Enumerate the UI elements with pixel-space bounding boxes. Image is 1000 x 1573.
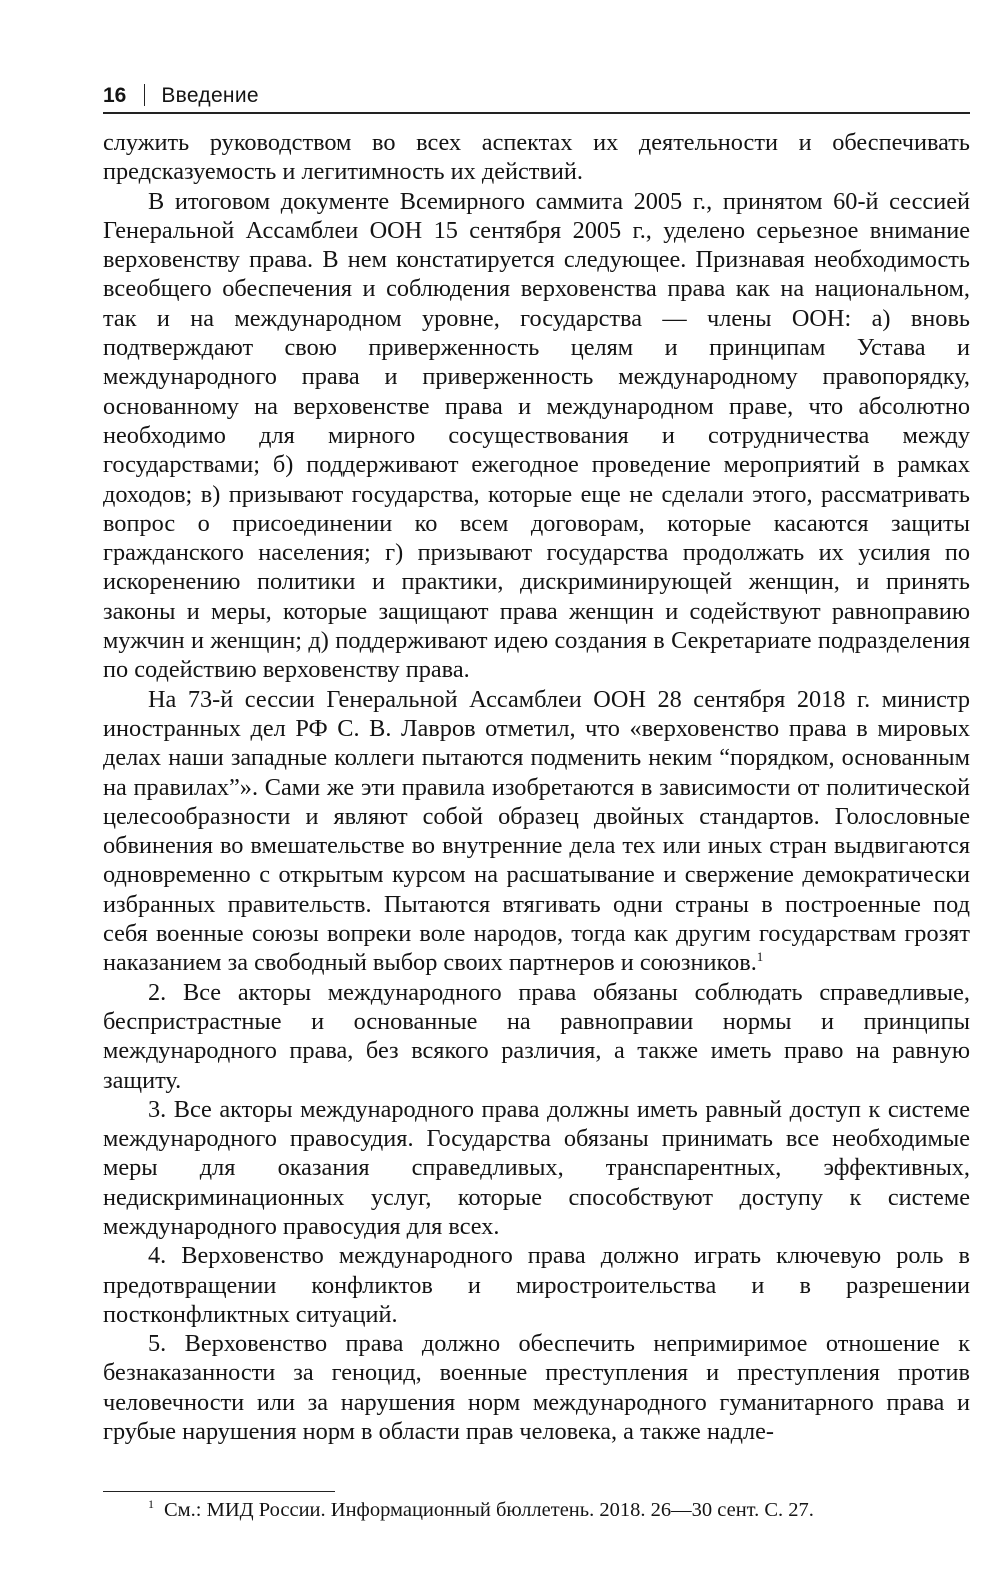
list-item-3 — [103, 1095, 970, 1241]
paragraph-text: 4. Верховенство международного права должно играть ключевую роль в предотвращении конфликтов и миростроительства и в разрешении постконфликтных ситуаций. — [103, 1242, 970, 1328]
footnote-divider — [103, 1491, 335, 1492]
page-number: 16 — [103, 84, 127, 107]
paragraph-text: 5. Верховенство права должно обеспечить непримиримое отношение к безнаказанности за геноцид, военные преступления и преступления против человечности или за нарушения норм международного гуманитарного права и грубые нарушения норм в области прав человека, а также надле- — [103, 1330, 970, 1446]
list-item-4 — [103, 1241, 970, 1329]
paragraph-text: служить руководством во всех аспектах их деятельности и обеспечивать предсказуемость и легитимность их действий. — [103, 129, 970, 186]
paragraph-text: На 73-й сессии Генеральной Ассамблеи ООН 28 сентября 2018 г. министр иностранных дел РФ С. В. Лавров отметил, что «верховенство права в мировых делах наши западные коллеги пытаются подменить неким “порядком, основанным на правилах”». Сами же эти правила изобретаются в зависимости от политической целесообразности и являют собой образец двойных стандартов. Голословные обвинения во вмешательстве во внутренние дела тех или иных стран выдвигаются одновременно с открытым курсом на расшатывание и свержение демократически избранных правительств. Пытаются втягивать одни страны в построенные под себя военные союзы вопреки воле народов, тогда как другим государствам грозят наказанием за свободный выбор своих партнеров и союзников. — [103, 685, 970, 977]
footnote-text: См.: МИД России. Информационный бюллетень. 2018. 26—30 сент. С. 27. — [164, 1499, 814, 1521]
paragraph-text: В итоговом документе Всемирного саммита 2005 г., принятом 60-й сессией Генеральной Ассамблеи ООН 15 сентября 2005 г., уделено серьезное внимание верховенству права. В нем констатируется следующее. Признавая необходимость всеобщего обеспечения и соблюдения верховенства права как на национальном, так и на международном уровне, государства — члены ООН: а) вновь подтверждают свою приверженность целям и принципам Устава и международного права и приверженность международному правопорядку, основанному на верховенстве права и международном праве, что абсолютно необходимо для мирного сосуществования и сотрудничества между государствами; б) поддерживают ежегодное проведение мероприятий в рамках доходов; в) призывают государства, которые еще не сделали этого, рассматривать вопрос о присоединении ко всем договорам, которые касаются защиты гражданского населения; г) призывают государства продолжать их усилия по искоренению политики и практики, дискриминирующей женщин, и принять законы и меры, которые защищают права женщин и содействуют равноправию мужчин и женщин; д) поддерживают идею создания в Секретариате подразделения по содействию верховенству права. — [103, 187, 970, 684]
paragraph-continued — [103, 128, 970, 187]
list-item-5 — [103, 1329, 970, 1446]
footnote-reference[interactable]: 1 — [756, 949, 764, 965]
footnote — [103, 1497, 970, 1523]
paragraph-text: 3. Все акторы международного права должны иметь равный доступ к системе международного правосудия. Государства обязаны принимать все необходимые меры для оказания справедливых, транспарентных, эффективных, недискриминационных услуг, которые способствуют доступу к системе международного правосудия для всех. — [103, 1095, 970, 1240]
paragraph — [103, 685, 970, 978]
paragraph — [103, 187, 970, 685]
running-head — [103, 80, 970, 114]
list-item-2 — [103, 978, 970, 1095]
footnote-mark: 1 — [148, 1497, 154, 1511]
paragraph-text: 2. Все акторы международного права обязаны соблюдать справедливые, беспристрастные и основанные на равноправии нормы и принципы международного права, без всякого различия, а также иметь право на равную защиту. — [103, 978, 970, 1094]
body-text — [103, 128, 970, 1446]
section-title: Введение — [161, 84, 259, 107]
header-separator — [144, 84, 145, 106]
